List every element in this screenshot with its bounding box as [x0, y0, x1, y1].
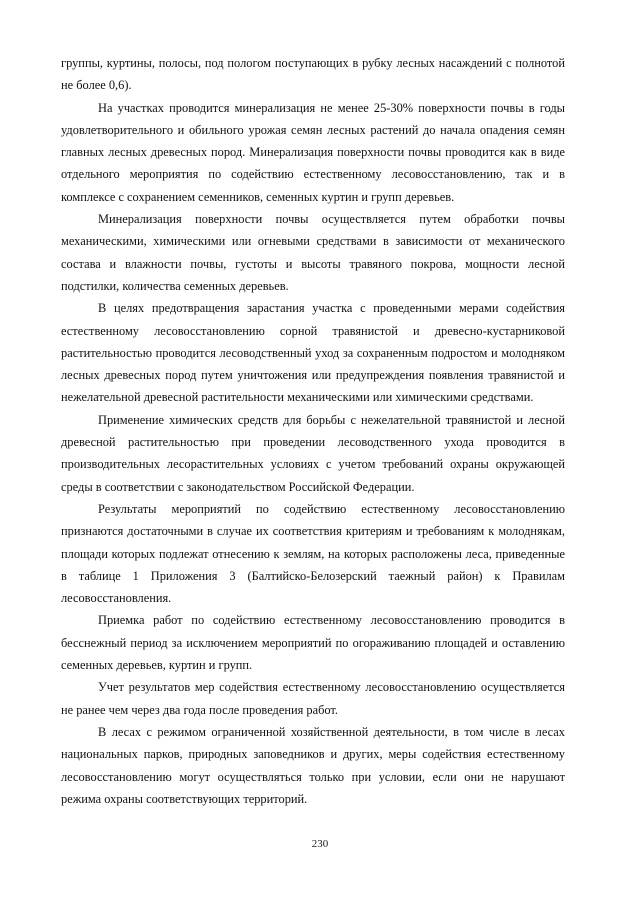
paragraph-9: В лесах с режимом ограниченной хозяйственной деятельности, в том числе в лесах национальных парков, природных заповедников и других, меры содействия естественному лесовосстановлению могут осуществляться только при условии, если они не нарушают режима охраны соответствующих территорий. [61, 724, 565, 806]
paragraph-1: группы, куртины, полосы, под пологом поступающих в рубку лесных насаждений с полнотой не более 0,6). [61, 56, 565, 93]
paragraph-8: Учет результатов мер содействия естественному лесовосстановлению осуществляется не ранее чем через два года после проведения работ. [61, 680, 565, 717]
paragraph-7: Приемка работ по содействию естественному лесовосстановлению проводится в бесснежный период за исключением мероприятий по огораживанию площадей и оставлению семенных деревьев, куртин и групп. [61, 613, 565, 673]
body-text [61, 52, 565, 810]
paragraph-5: Применение химических средств для борьбы с нежелательной травянистой и лесной древесной растительностью при проведении лесоводственного ухода проводится в производительных лесорастительных условиях с учетом требований охраны окружающей среды в соответствии с законодательством Российской Федерации. [61, 412, 565, 494]
paragraph-6: Результаты мероприятий по содействию естественному лесовосстановлению признаются достаточными в случае их соответствия критериям и требованиям к молоднякам, площади которых подлежат отнесению к землям, на которых расположены леса, приведенные в таблице 1 Приложения 3 (Балтийско-Белозерский таежный район) к Правилам лесовосстановления. [61, 501, 565, 606]
page-number: 230 [311, 838, 329, 850]
paragraph-4: В целях предотвращения зарастания участка с проведенными мерами содействия естественному лесовосстановлению сорной травянистой и древесно-кустарниковой растительностью проводится лесоводственный уход за сохраненным подростом и молодняком лесных древесных пород путем уничтожения или предупреждения появления травянистой и нежелательной древесной растительности механическими или химическими средствами. [61, 301, 565, 405]
paragraph-2: На участках проводится минерализация не менее 25-30% поверхности почвы в годы удовлетворительного и обильного урожая семян лесных растений до начала опадения семян главных лесных древесных пород. Минерализация поверхности почвы проводится как в виде отдельного мероприятия по содействию естественному лесовосстановлению, так и в комплексе с сохранением семенников, семенных куртин и групп деревьев. [61, 100, 565, 204]
paragraph-3: Минерализация поверхности почвы осуществляется путем обработки почвы механическими, химическими или огневыми средствами в зависимости от механического состава и влажности почвы, густоты и высоты травяного покрова, мощности лесной подстилки, количества семенных деревьев. [61, 212, 565, 293]
